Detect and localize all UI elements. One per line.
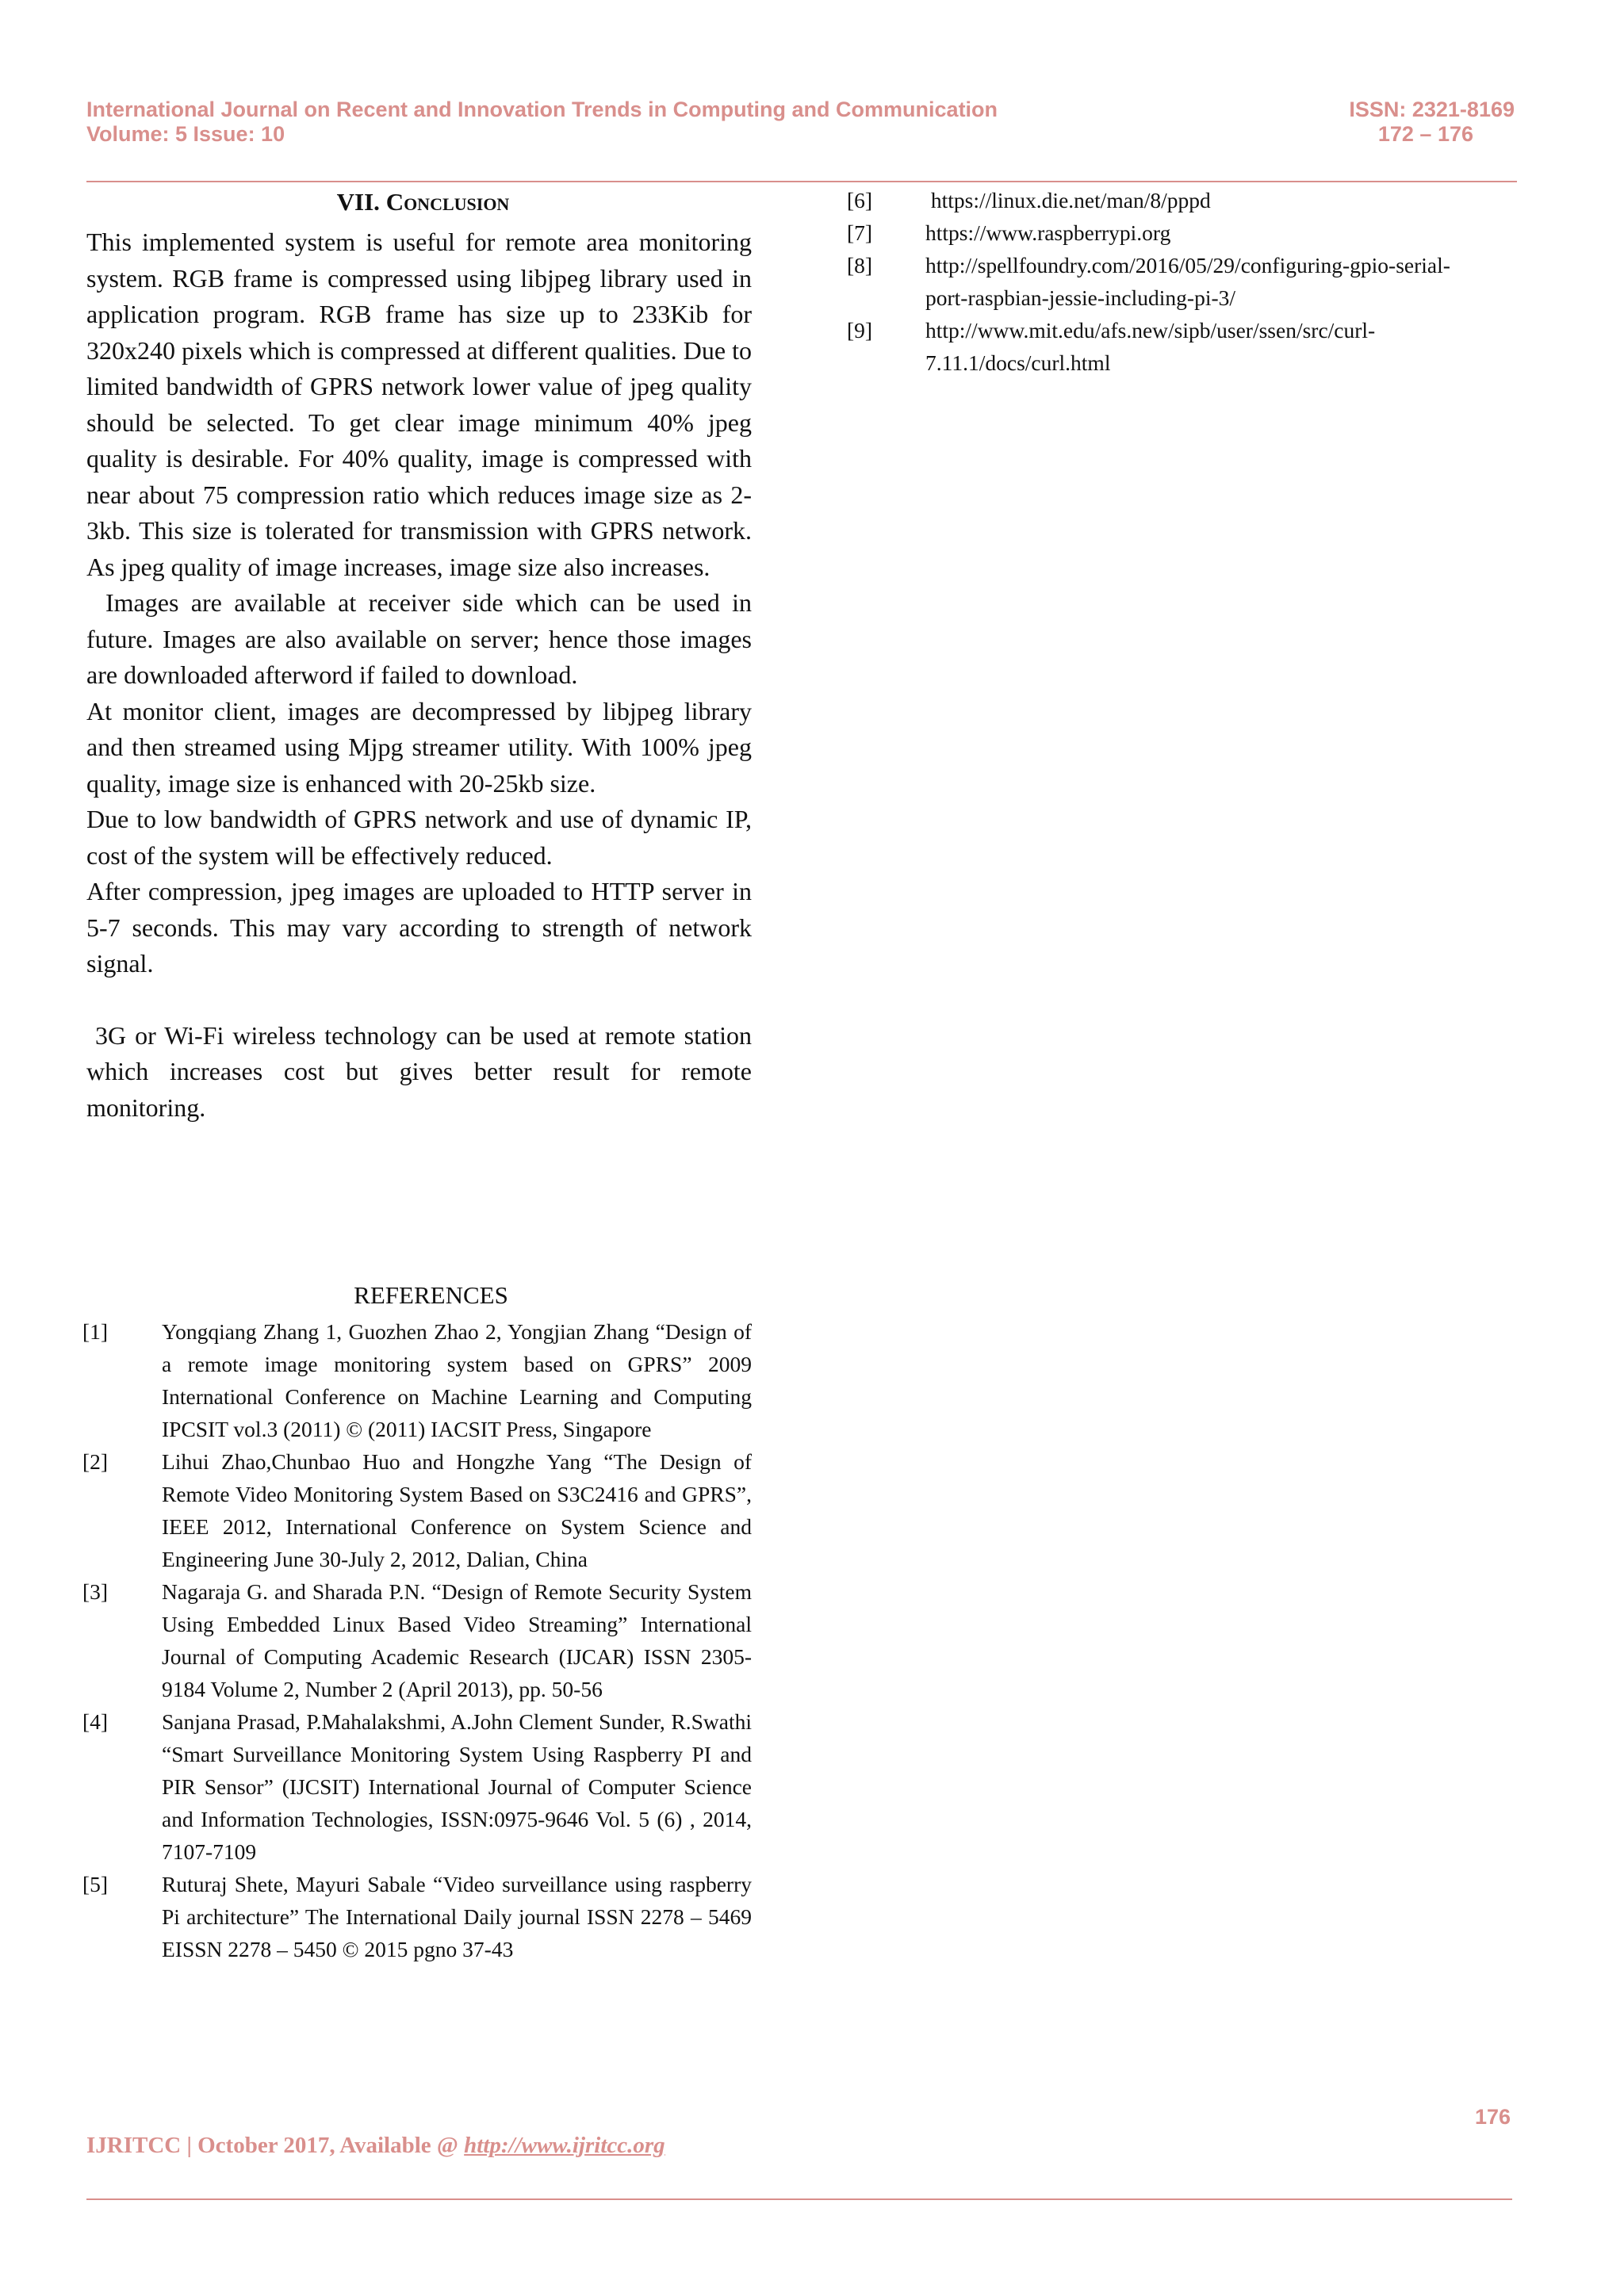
body-paragraph: Due to low bandwidth of GPRS network and use of dynamic IP, cost of the system will be effectively reduced. bbox=[86, 805, 752, 870]
reference-item bbox=[847, 249, 1481, 314]
footer-line bbox=[86, 2133, 665, 2159]
reference-text: Sanjana Prasad, P.Mahalakshmi, A.John Clement Sunder, R.Swathi “Smart Surveillance Monitoring System Using Raspberry PI and PIR Sensor” (IJCSIT) International Journal of Computer Science and Information Technologies, ISSN:0975-9646 Vol. 5 (6) , 2014, 7107-7109 bbox=[162, 1709, 752, 1864]
reference-list bbox=[82, 1315, 752, 1965]
page-range: 172 – 176 bbox=[1377, 122, 1473, 146]
reference-item bbox=[82, 1705, 752, 1868]
footer-label: IJRITCC | October 2017, Available @ bbox=[86, 2133, 465, 2158]
reference-text: Ruturaj Shete, Mayuri Sabale “Video surveillance using raspberry Pi architecture” The International Daily journal ISSN 2278 – 5469 EISSN 2278 – 5450 © 2015 pgno 37-43 bbox=[162, 1872, 752, 1961]
reference-number: [9] bbox=[847, 318, 873, 342]
footer-divider bbox=[86, 2198, 1512, 2200]
issn-label: ISSN: 2321-8169 bbox=[1349, 98, 1515, 121]
section-number: VII. bbox=[336, 188, 386, 216]
reference-number: [1] bbox=[82, 1319, 109, 1344]
reference-link[interactable]: http://www.mit.edu/afs.new/sipb/user/ssen/src/curl-7.11.1/docs/curl.html bbox=[925, 318, 1376, 375]
conclusion-section bbox=[86, 182, 759, 1126]
reference-number: [2] bbox=[82, 1449, 109, 1474]
reference-number: [7] bbox=[847, 220, 873, 245]
journal-meta bbox=[1332, 98, 1515, 147]
reference-item bbox=[82, 1445, 752, 1575]
journal-title: International Journal on Recent and Innovation Trends in Computing and Communication bbox=[86, 98, 998, 121]
body-paragraph: Images are available at receiver side which can be used in future. Images are also available on server; hence those images are downloaded afterword if failed to download. bbox=[86, 588, 752, 689]
reference-text: Yongqiang Zhang 1, Guozhen Zhao 2, Yongjian Zhang “Design of a remote image monitoring system based on GPRS” 2009 International Conference on Machine Learning and Computing IPCSIT vol.3 (2011) © (2011) IACSIT Press, Singapore bbox=[162, 1319, 752, 1441]
reference-item bbox=[82, 1575, 752, 1705]
journal-website-link[interactable]: http://www.ijritcc.org bbox=[464, 2133, 665, 2158]
reference-link[interactable]: https://www.raspberrypi.org bbox=[925, 220, 1171, 245]
reference-item bbox=[82, 1868, 752, 1965]
reference-number: [5] bbox=[82, 1872, 109, 1896]
references-heading: REFERENCES bbox=[354, 1281, 508, 1309]
section-title: Conclusion bbox=[385, 188, 510, 216]
volume-issue: Volume: 5 Issue: 10 bbox=[86, 122, 285, 146]
reference-item bbox=[847, 184, 1481, 216]
reference-item bbox=[847, 314, 1481, 379]
body-paragraph: After compression, jpeg images are uploaded to HTTP server in 5-7 seconds. This may vary according to strength of network signal. bbox=[86, 877, 752, 978]
body-paragraph: This implemented system is useful for remote area monitoring system. RGB frame is compressed using libjpeg library used in application program. RGB frame has size up to 233Kib for 320x240 pixels which is compressed at different qualities. Due to limited bandwidth of GPRS network lower value of jpeg quality should be selected. To get clear image minimum 40% jpeg quality is desirable. For 40% quality, image is compressed with near about 75 compression ratio which reduces image size as 2-3kb. This size is tolerated for transmission with GPRS network. As jpeg quality of image increases, image size also increases. bbox=[86, 228, 752, 581]
reference-link[interactable]: http://spellfoundry.com/2016/05/29/configuring-gpio-serial-port-raspbian-jessie-including-pi-3/ bbox=[925, 253, 1450, 310]
page-number: 176 bbox=[1475, 2105, 1511, 2129]
reference-list-continued bbox=[847, 184, 1481, 379]
reference-number: [6] bbox=[847, 188, 873, 212]
reference-number: [3] bbox=[82, 1579, 109, 1604]
reference-item bbox=[82, 1315, 752, 1445]
body-paragraph: 3G or Wi-Fi wireless technology can be used at remote station which increases cost but gives better result for remote monitoring. bbox=[86, 1020, 759, 1122]
section-heading bbox=[86, 182, 752, 222]
reference-text: Lihui Zhao,Chunbao Huo and Hongzhe Yang “The Design of Remote Video Monitoring System Based on S3C2416 and GPRS”, IEEE 2012, International Conference on System Science and Engineering June 30-July 2, 2012, Dalian, China bbox=[162, 1449, 752, 1571]
reference-number: [8] bbox=[847, 253, 873, 277]
reference-text: Nagaraja G. and Sharada P.N. “Design of Remote Security System Using Embedded Linux Based Video Streaming” International Journal of Computing Academic Research (IJCAR) ISSN 2305-9184 Volume 2, Number 2 (April 2013), pp. 50-56 bbox=[162, 1579, 752, 1701]
reference-link[interactable]: https://linux.die.net/man/8/pppd bbox=[925, 188, 1211, 212]
body-paragraph: At monitor client, images are decompressed by libjpeg library and then streamed using Mjpg streamer utility. With 100% jpeg quality, image size is enhanced with 20-25kb size. bbox=[86, 696, 752, 798]
reference-number: [4] bbox=[82, 1709, 109, 1734]
journal-header bbox=[86, 98, 998, 147]
reference-item bbox=[847, 216, 1481, 249]
